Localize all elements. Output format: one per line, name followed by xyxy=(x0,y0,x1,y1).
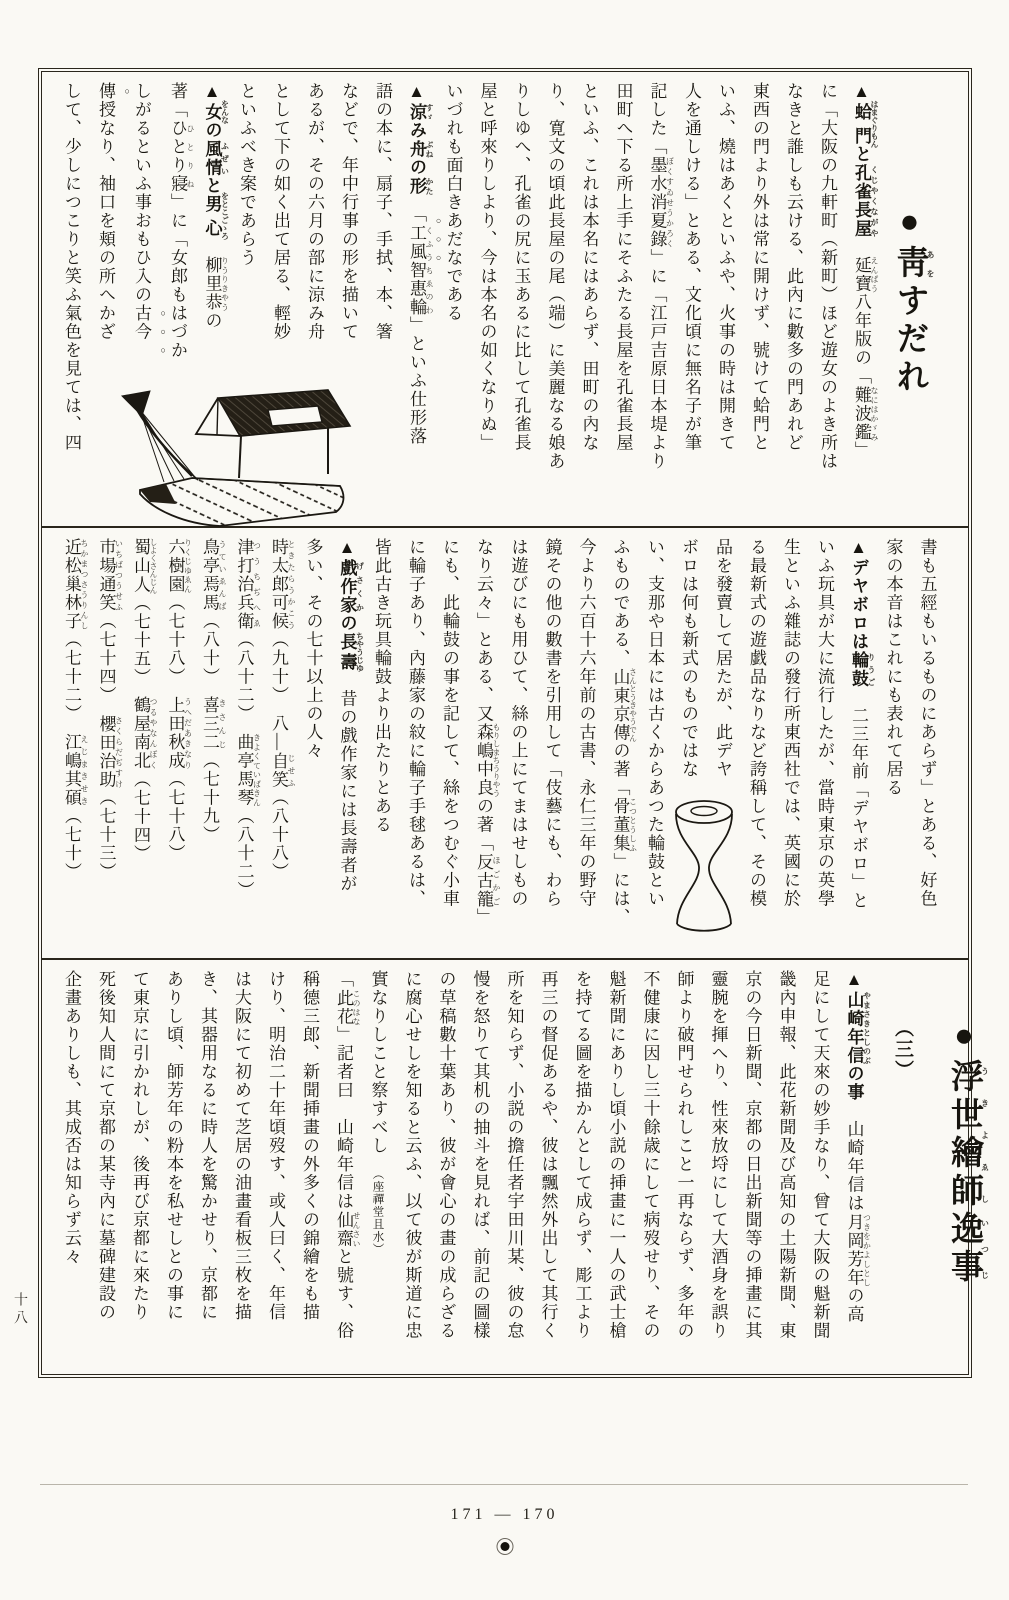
text-column: ありし頃、師芳年の粉本を私せしとの事に xyxy=(164,970,183,1322)
text-column: 京の今日新聞、京都の日出新聞等の挿畫に其 xyxy=(742,970,762,1340)
text-column: 所を知らず、小説の擔任者宇田川某、彼の怠 xyxy=(504,970,524,1340)
section-title: ●靑あをすだれ xyxy=(891,204,935,397)
text-column: 實なりしこと察すべし （座禪堂且水） xyxy=(368,970,388,1256)
text-column: は遊びにも用ひて、絲の上にてまはせしもの xyxy=(508,538,528,908)
text-column: 品を發賣して居たが、此デヤ xyxy=(713,538,732,779)
page-numbers: 171 — 170 xyxy=(450,1506,559,1523)
section-diabolo-gesakuka xyxy=(42,528,968,960)
text-column: 慢を怒りて其机の抽斗を見れば、前記の圖樣 xyxy=(470,970,490,1340)
article-heading-column: ▲蛤門 はまぐりもんと孔雀長屋 くじやくながや 延寶 えんぱう八年版の「難波鑑 なにはかゞみ」 xyxy=(852,82,879,460)
article-heading-column: ▲戲作家 げさくかの長壽 ちやうじゆ 昔の戲作家には長壽者が xyxy=(337,538,365,893)
text-column: 書も五經もいるものにあらず」とある、好色 xyxy=(917,538,937,908)
text-column: 多い、その七十以上の人々 xyxy=(303,538,323,760)
text-column: あるが、その六月の部に涼み舟 xyxy=(305,82,324,341)
text-column: 「此花 このはな」記者曰 山崎年信は仙齋 せんさいと號す、俗 xyxy=(334,970,361,1340)
text-column: して、少しにつこりと笑ふ氣色を見ては、四 xyxy=(62,82,81,452)
text-column: 語の本に、扇子、手拭、本、箸 xyxy=(373,82,392,341)
section-title: ●浮世繪師うきよゑし逸事いつじ （三） xyxy=(892,1018,990,1287)
text-column: 傳授なり、袖口を頬の所へかざ xyxy=(96,82,115,341)
text-column: て東京に引かれしが、後再び京都に來たり xyxy=(130,970,149,1322)
text-column: などで、年中行事の形を描いて xyxy=(339,82,358,341)
text-column: にも、此輪鼓の事を記して、絲をつむぐ小車 xyxy=(440,538,459,908)
bullseye-ornament xyxy=(496,1538,513,1555)
text-column: き、其器用なるに時人を驚かせり、京都に xyxy=(198,970,217,1322)
text-column: 生といふ雜誌の發行所東西社では、英國に於 xyxy=(781,538,800,908)
text-column: を持てる圖を描かんとして成らず、彫工より xyxy=(572,970,592,1340)
text-column: けり、明治二十年頃歿す、或人曰く、年信 xyxy=(266,970,285,1322)
text-column: いづれも面白きあだなである xyxy=(443,82,463,323)
text-column: 津打治兵衛 つうちぢへゑ（八十二） 曲亭馬琴 きよくていばきん（八十二） xyxy=(234,538,262,900)
text-column: 近松巢林子 ちかまつさうりんし（七十二） 江嶋其碩 えじまきせき（七十） xyxy=(62,538,89,881)
text-column: なきと誰しも云ける、此內に數多の門あれど xyxy=(784,82,803,452)
text-column: 不健康に因し三十餘歳にして病歿せり、その xyxy=(640,970,660,1340)
text-column: 屋と呼來りしより、今は本名の如くなりぬ」 xyxy=(477,82,497,452)
text-column: いふ玩具が大に流行したが、當時東京の英學 xyxy=(815,538,834,908)
text-column: として下の如く出て居る、輕妙 xyxy=(271,82,290,341)
text-column: しがるといふ事おもひ入の古今 xyxy=(132,82,151,341)
text-column: は大阪にて初めて芝居の油畫看板三枚を描 xyxy=(232,970,251,1322)
text-column: 再三の督促あるや、彼は飄然外出して其行く xyxy=(538,970,558,1340)
text-column: り、寛文の頃此長屋の尾（端）に美麗なる娘あ xyxy=(545,82,565,471)
section-ukiyoe-shi-itsuji xyxy=(42,960,990,1368)
section-subtitle: （三） xyxy=(892,1018,913,1081)
text-column: 六樹園 りくじゆゑん（七十八） 上田秋成 うへだあきなり（七十八） xyxy=(165,538,193,863)
text-column: 鳥亭焉馬 うていゑんば（八十） 喜三二 きさんじ（七十九） xyxy=(200,538,227,844)
text-column: 時太郎可候 ときたらうかこう（九十） 八―自笑 じせふ（八十八） xyxy=(269,538,296,881)
pleasure-boat-illustration xyxy=(100,382,352,528)
text-column: に腐心せしを知ると云ふ、以て彼が斯道に忠 xyxy=(402,970,422,1340)
article-heading-column: ▲デヤボロは輪鼓 りうご 二三年前「デヤボロ」と xyxy=(849,538,876,910)
text-columns xyxy=(42,528,956,958)
text-column: いふ、燒はあくといふや、火事の時は開きて xyxy=(716,82,735,452)
text-column: 著「ひとり寢 ひとりね」に「女郎もはづか xyxy=(168,82,195,360)
text-column: ふものである、山東京傳 さんとうきやうでんの著「骨董集 こつとうしふ」には、 xyxy=(610,538,638,927)
text-column: 魁新聞にありし頃小説の挿畫に一人の武士槍 xyxy=(606,970,626,1340)
text-column: 死後知人間にて京都の某寺內に墓碑建設の xyxy=(96,970,115,1322)
text-column: る最新式の遊戯品なりなど誇稱して、その模 xyxy=(747,538,766,908)
text-column: ボロは何も新式のものではな xyxy=(679,538,698,779)
article-heading-column: ▲涼 すゞみ舟 ぶねの形 かた 「工風智惠輪 くふうちゑのわ」といふ仕形落 xyxy=(407,82,434,446)
text-column: 稱德三郎、新聞挿畫の外多くの錦繪をも描 xyxy=(300,970,319,1322)
article-heading-column: ▲山崎年信 やまさきとしのぶの事 山崎年信は月岡芳年 つきをかよしとしの高 xyxy=(844,970,872,1324)
text-column: い、支那や日本には古くからあつた輪鼓とい xyxy=(645,538,664,908)
sheet-number: 十八 xyxy=(12,1292,27,1328)
text-column: 皆此古き玩具輪鼓より出たりとある xyxy=(372,538,391,834)
text-column: 畿內申報、此花新聞及び高知の土陽新聞、東 xyxy=(776,970,796,1340)
text-column: 足にして天來の妙手なり、曾て大阪の魁新聞 xyxy=(810,970,830,1340)
text-column: 家の本音はこれにも表れて居る xyxy=(883,538,903,797)
text-column: の草稿數十葉あり、彼が會心の畫の成らざる xyxy=(436,970,456,1340)
diabolo-illustration xyxy=(658,796,750,938)
article-heading-column: ▲女 をんなの風情 ふぜいと男心 をとこごゝろ 柳里恭 りうりきやうの xyxy=(202,82,230,330)
page-frame xyxy=(38,68,990,1378)
text-column: に「大阪の九軒町（新町）ほど遊女のよき所は xyxy=(818,82,837,471)
text-column: に輪子あり、內藤家の紋に輪子手毬あるは、 xyxy=(406,538,425,908)
text-column: 東西の門より外は常に開けず、號けて蛤門と xyxy=(750,82,769,452)
text-column: 田町へ下る所上手にそふたる長屋を孔雀長屋 xyxy=(613,82,633,452)
text-column: 今より六百十六年前の古書、永仁三年の野守 xyxy=(576,538,596,908)
text-columns xyxy=(42,960,1007,1368)
text-column: りしゆへ、孔雀の尻に玉あるに比して孔雀長 xyxy=(511,82,531,452)
text-column: 鏡その他の數書を引用して「伎藝にも、わら xyxy=(542,538,562,908)
text-column: 師より破門せられしこと一再ならず、多年の xyxy=(674,970,694,1340)
text-column: 靈腕を揮へり、性來放埒にして大酒身を誤り xyxy=(708,970,728,1340)
section-ao-sudare xyxy=(42,72,968,528)
text-column: といふ、これは本名にはあらず、田町の內な xyxy=(579,82,599,452)
bullseye-dot xyxy=(500,1542,509,1551)
footer-rule xyxy=(40,1484,968,1485)
text-column: 記した「墨水消夏錄 ぼくすゐせうかろく」に「江戸吉原日本堤より xyxy=(647,82,675,471)
text-column: 企畫ありしも、其成否は知らず云々 xyxy=(62,970,81,1266)
text-column: なり云々」とある、又森嶋中良 もりしまちうりやうの著「反古籠 ほごかご」 xyxy=(474,538,501,927)
text-column: 市場通笑 いちばつうせふ（七十四） 櫻田治助 さくらだぢすけ（七十三） xyxy=(96,538,124,881)
text-column: 蜀山人 しよくさんじん（七十五） 鶴屋南北 つるやなんぼく（七十四） xyxy=(131,538,158,863)
text-column: 人を通しける」とある、文化頃に無名子が筆 xyxy=(682,82,701,452)
text-column: といふべき案であらう xyxy=(237,82,256,267)
